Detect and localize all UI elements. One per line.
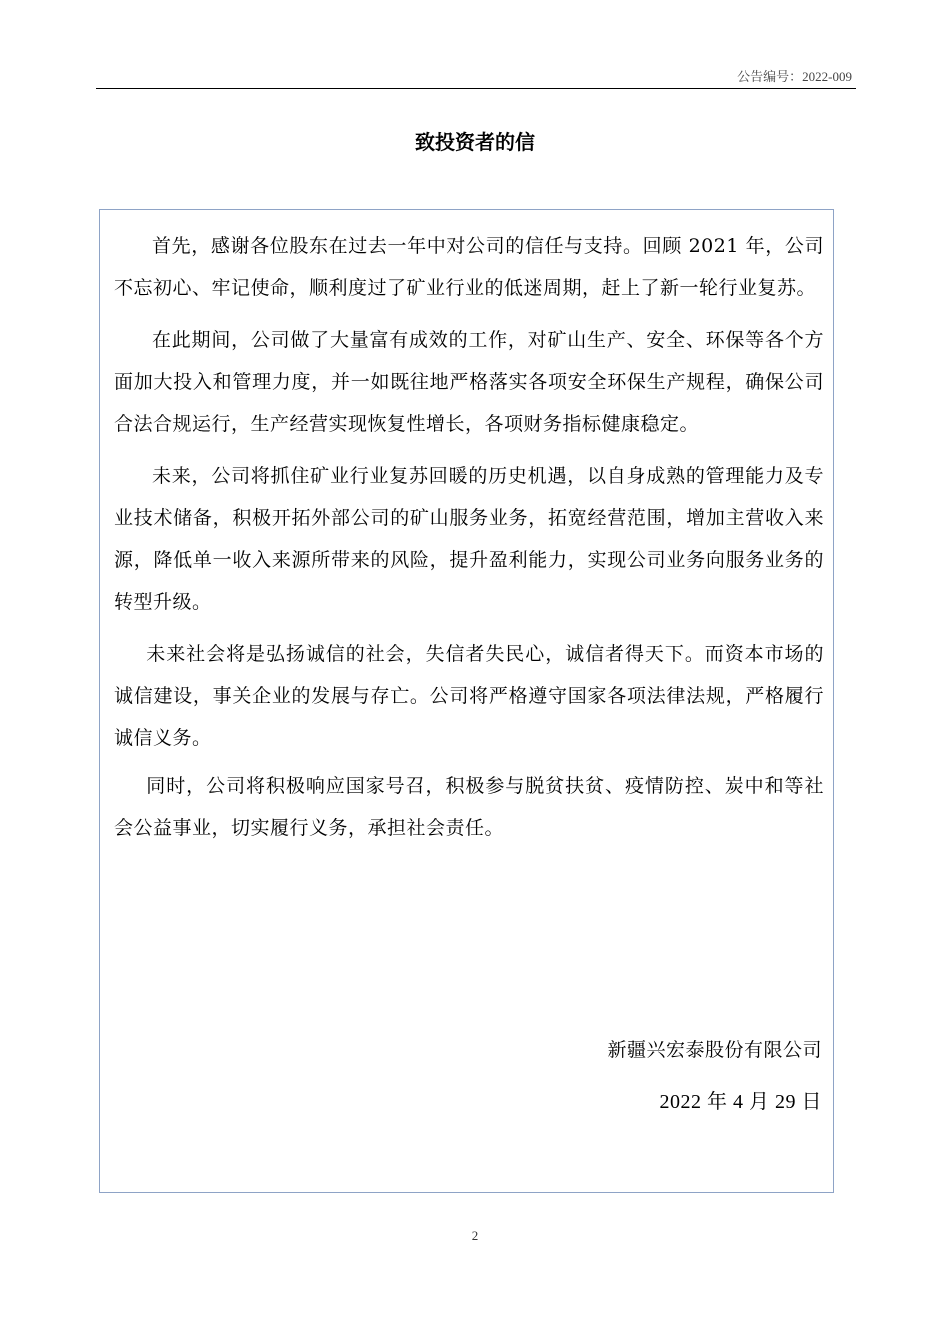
signature-date: 2022 年 4 月 29 日: [659, 1091, 822, 1113]
header-divider: [96, 88, 856, 89]
signature-company: 新疆兴宏泰股份有限公司: [607, 1039, 822, 1061]
letter-paragraph-1: 首先，感谢各位股东在过去一年中对公司的信任与支持。回顾 2021 年，公司不忘初心、牢记使命，顺利度过了矿业行业的低迷周期，赶上了新一轮行业复苏。: [114, 235, 824, 299]
letter-body: [114, 225, 824, 855]
page-number: 2: [471, 1228, 479, 1243]
page-title: 致投资者的信: [415, 130, 535, 154]
letter-paragraph-2: 在此期间，公司做了大量富有成效的工作，对矿山生产、安全、环保等各个方面加大投入和管理力度，并一如既往地严格落实各项安全环保生产规程，确保公司合法合规运行，生产经营实现恢复性增长，各项财务指标健康稳定。: [114, 329, 824, 435]
letter-paragraph-4: 未来社会将是弘扬诚信的社会，失信者失民心，诚信者得天下。而资本市场的诚信建设，事关企业的发展与存亡。公司将严格遵守国家各项法律法规，严格履行诚信义务。: [114, 643, 824, 749]
announcement-code: 公告编号：2022-009: [737, 69, 852, 84]
letter-paragraph-3: 未来，公司将抓住矿业行业复苏回暖的历史机遇，以自身成熟的管理能力及专业技术储备，积极开拓外部公司的矿山服务业务，拓宽经营范围，增加主营收入来源，降低单一收入来源所带来的风险，提升盈利能力，实现公司业务向服务业务的转型升级。: [114, 465, 824, 613]
letter-paragraph-5: 同时，公司将积极响应国家号召，积极参与脱贫扶贫、疫情防控、炭中和等社会公益事业，切实履行义务，承担社会责任。: [114, 775, 824, 839]
